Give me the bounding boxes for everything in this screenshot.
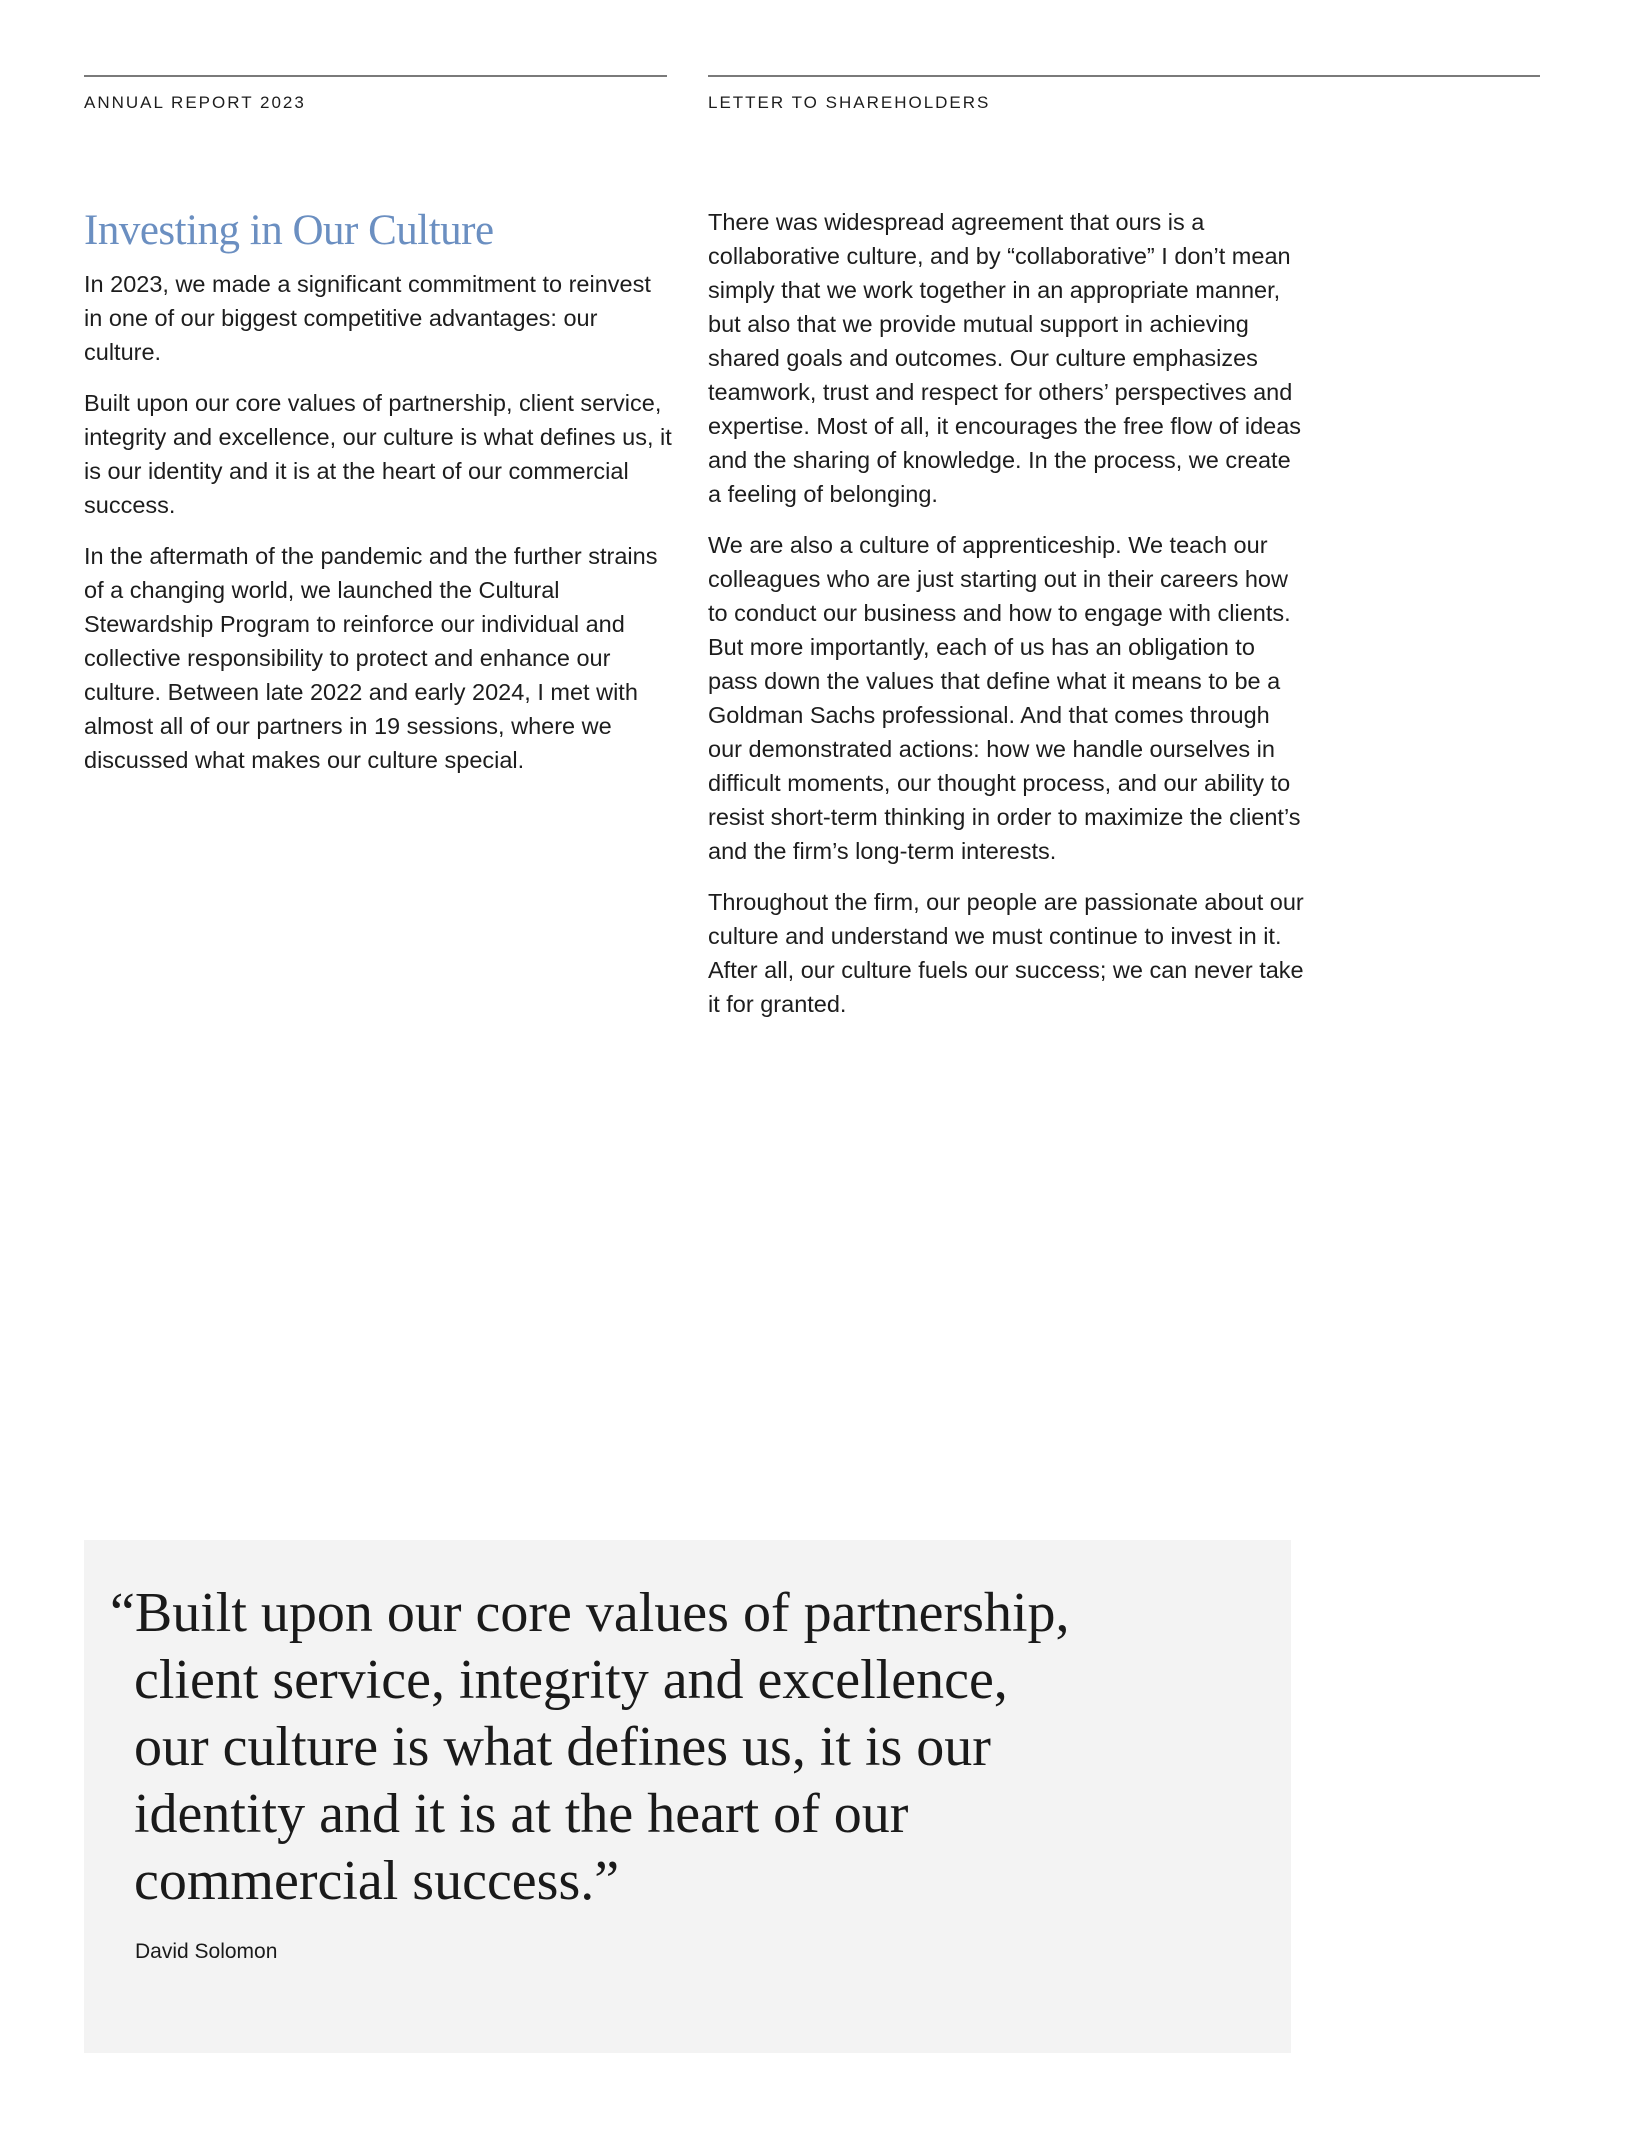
section-heading: Investing in Our Culture <box>84 207 494 254</box>
quote-attribution: David Solomon <box>135 1940 278 1963</box>
left-paragraph-1: In 2023, we made a significant commitment to reinvest in one of our biggest competitive advantages: our culture. <box>84 271 651 365</box>
running-header-left: ANNUAL REPORT 2023 <box>84 93 306 112</box>
pull-quote-line: our culture is what defines us, it is our <box>134 1716 991 1778</box>
right-paragraph-2: We are also a culture of apprenticeship. We teach our colleagues who are just starting out in their careers how to conduct our business and how to engage with clients. But more importantly, each of us has an obligation to pass down the values that define what it means to be a Goldman Sachs professional. And that comes through our demonstrated actions: how we handle ourselves in difficult moments, our thought process, and our ability to resist short-term thinking in order to maximize the client’s and the firm’s long-term interests. <box>708 532 1301 864</box>
pull-quote-line: identity and it is at the heart of our <box>134 1783 909 1845</box>
left-paragraph-2: Built upon our core values of partnership, client service, integrity and excellence, our culture is what defines us, it is our identity and it is at the heart of our commercial success. <box>84 390 672 518</box>
left-column <box>84 205 674 794</box>
right-column <box>708 205 1308 1038</box>
left-paragraph-3: In the aftermath of the pandemic and the further strains of a changing world, we launched the Cultural Stewardship Program to reinforce our individual and collective responsibility to protect and enhance our culture. Between late 2022 and early 2024, I met with almost all of our partners in 19 sessions, where we discussed what makes our culture special. <box>84 543 658 773</box>
header-rule-left <box>84 75 667 77</box>
right-paragraph-1: There was widespread agreement that ours is a collaborative culture, and by “collaborative” I don’t mean simply that we work together in an appropriate manner, but also that we provide mutual support in achieving shared goals and outcomes. Our culture emphasizes teamwork, trust and respect for others’ perspectives and expertise. Most of all, it encourages the free flow of ideas and the sharing of knowledge. In the process, we create a feeling of belonging. <box>708 209 1302 507</box>
pull-quote-box <box>84 1540 1291 2053</box>
header-rule-right <box>708 75 1540 77</box>
pull-quote-line: “Built upon our core values of partnership, <box>110 1582 1070 1644</box>
pull-quote-line: commercial success.” <box>134 1850 620 1912</box>
pull-quote <box>110 1580 1250 1915</box>
pull-quote-line: client service, integrity and excellence, <box>134 1649 1008 1711</box>
right-paragraph-3: Throughout the firm, our people are passionate about our culture and understand we must continue to invest in it. After all, our culture fuels our success; we can never take it for granted. <box>708 889 1304 1017</box>
running-header-right: LETTER TO SHAREHOLDERS <box>708 93 991 112</box>
